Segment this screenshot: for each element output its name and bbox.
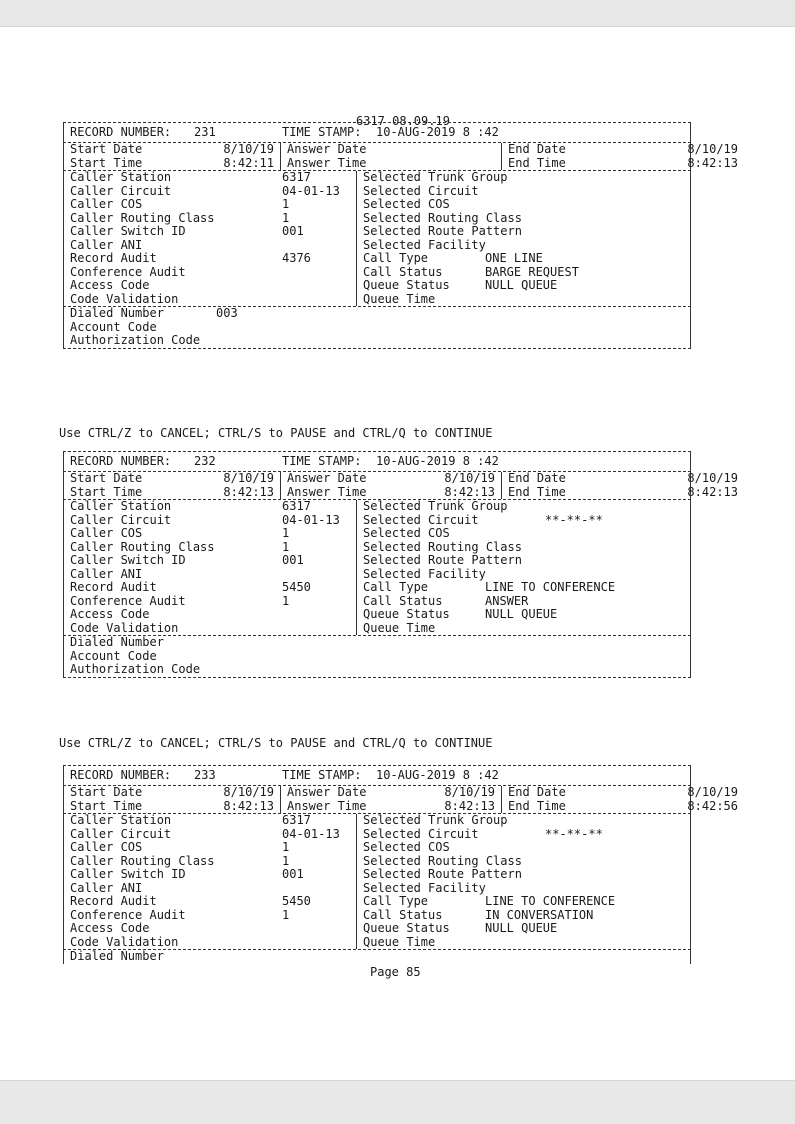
answer-date-label: Answer Date [287, 142, 367, 156]
dialed-section [63, 949, 691, 964]
detail-row [64, 882, 690, 896]
detail-row [64, 868, 690, 882]
conference-audit-value [276, 266, 357, 280]
scan-top-band [0, 0, 795, 27]
account-code-row [64, 650, 690, 664]
caller-details-section [63, 499, 691, 635]
dialed-section [63, 306, 691, 349]
date-row [64, 785, 738, 800]
answer-time-label: Answer Time [287, 155, 367, 170]
call-type-label: Call Type [363, 251, 429, 265]
start-time-label: Start Time [70, 484, 143, 499]
start-date-label: Start Date [70, 471, 143, 485]
time-stamp-value: 10-AUG-2019 8 :42 [376, 768, 499, 782]
selected-circuit-value: **-**-** [545, 826, 603, 841]
dialed-number-row [64, 307, 690, 321]
access-code-label: Access Code [70, 607, 150, 621]
caller-switch-id-value: 001 [276, 554, 357, 568]
selected-cos-label: Selected COS [363, 526, 450, 540]
caller-cos-label: Caller COS [70, 840, 143, 854]
detail-row [64, 909, 690, 923]
caller-routing-class-value: 1 [276, 855, 357, 869]
caller-switch-id-label: Caller Switch ID [70, 553, 186, 567]
detail-row [64, 514, 690, 528]
caller-station-label: Caller Station [70, 499, 172, 513]
selected-circuit-label: Selected Circuit [363, 512, 479, 527]
selected-circuit-value: **-**-** [545, 512, 603, 527]
call-status-label: Call Status [363, 593, 443, 608]
record-audit-label: Record Audit [70, 580, 157, 594]
dialed-number-label: Dialed Number [70, 306, 164, 320]
time-row [64, 155, 738, 171]
authorization-code-value [210, 334, 296, 348]
selected-cos-label: Selected COS [363, 840, 450, 854]
authorization-code-label: Authorization Code [70, 333, 201, 347]
selected-route-pattern-label: Selected Route Pattern [363, 224, 522, 238]
detail-row [64, 171, 690, 185]
end-date-value: 8/10/19 [687, 471, 738, 485]
call-type-value: LINE TO CONFERENCE [485, 894, 616, 908]
record-header-row [64, 123, 690, 142]
caller-cos-label: Caller COS [70, 526, 143, 540]
selected-trunk-group-label: Selected Trunk Group [363, 499, 508, 513]
account-code-row [64, 321, 690, 335]
queue-status-label: Queue Status [363, 921, 450, 935]
detail-row [64, 841, 690, 855]
caller-cos-label: Caller COS [70, 197, 143, 211]
caller-station-label: Caller Station [70, 813, 172, 827]
queue-time-value [479, 936, 711, 950]
time-stamp-value: 10-AUG-2019 8 :42 [376, 125, 499, 139]
caller-routing-class-label: Caller Routing Class [70, 853, 215, 868]
selected-circuit-label: Selected Circuit [363, 183, 479, 198]
queue-status-value: NULL QUEUE [485, 278, 558, 292]
queue-time-label: Queue Time [363, 291, 436, 306]
start-date-value: 8/10/19 [165, 786, 281, 800]
dates-section [63, 471, 738, 499]
access-code-value [276, 922, 357, 936]
caller-ani-label: Caller ANI [70, 237, 143, 252]
caller-details-section [63, 813, 691, 949]
time-stamp-label: TIME STAMP: [282, 768, 362, 782]
caller-cos-value: 1 [276, 198, 357, 212]
authorization-code-value [210, 663, 296, 677]
end-time-label: End Time [508, 155, 566, 170]
record-number-value: 232 [194, 454, 216, 468]
caller-circuit-value: 04-01-13 [276, 828, 357, 842]
start-date-label: Start Date [70, 142, 143, 156]
caller-details-section [63, 170, 691, 306]
caller-circuit-label: Caller Circuit [70, 826, 172, 841]
detail-row [64, 185, 690, 199]
detail-row [64, 622, 690, 636]
queue-time-label: Queue Time [363, 934, 436, 949]
detail-row [64, 581, 690, 595]
end-time-value: 8:42:13 [687, 155, 738, 170]
answer-time-label: Answer Time [287, 798, 367, 813]
detail-row [64, 198, 690, 212]
detail-row [64, 922, 690, 936]
selected-trunk-group-label: Selected Trunk Group [363, 170, 508, 184]
code-validation-label: Code Validation [70, 291, 179, 306]
start-time-label: Start Time [70, 155, 143, 170]
caller-ani-value [276, 239, 357, 253]
call-type-label: Call Type [363, 580, 429, 594]
detail-row [64, 212, 690, 226]
answer-time-value: 8:42:13 [385, 486, 502, 500]
end-time-value: 8:42:13 [687, 484, 738, 499]
code-validation-value [276, 936, 357, 950]
selected-circuit-value [479, 185, 711, 199]
caller-switch-id-value: 001 [276, 868, 357, 882]
access-code-label: Access Code [70, 921, 150, 935]
date-row [64, 142, 738, 157]
call-status-label: Call Status [363, 264, 443, 279]
end-date-label: End Date [508, 142, 566, 156]
caller-routing-class-label: Caller Routing Class [70, 539, 215, 554]
page-header: 6317 08.09.19 [356, 114, 450, 128]
call-status-value: BARGE REQUEST [485, 264, 579, 279]
date-row [64, 471, 738, 486]
detail-row [64, 293, 690, 307]
record-audit-value: 5450 [276, 581, 357, 595]
dialed-section [63, 635, 691, 678]
time-stamp-value: 10-AUG-2019 8 :42 [376, 454, 499, 468]
record-header-row [64, 452, 690, 471]
scan-bottom-band [0, 1080, 795, 1124]
record-number-value: 233 [194, 768, 216, 782]
end-time-value: 8:42:56 [687, 798, 738, 813]
call-type-value: ONE LINE [485, 251, 543, 265]
selected-routing-class-label: Selected Routing Class [363, 210, 522, 225]
detail-row [64, 855, 690, 869]
selected-routing-class-label: Selected Routing Class [363, 539, 522, 554]
start-time-value: 8:42:13 [165, 800, 281, 814]
time-stamp-label: TIME STAMP: [282, 125, 362, 139]
cancel-instructions: Use CTRL/Z to CANCEL; CTRL/S to PAUSE and CTRL/Q to CONTINUE [59, 736, 493, 750]
dialed-number-row [64, 636, 690, 650]
record-header [63, 765, 691, 785]
caller-cos-value: 1 [276, 841, 357, 855]
selected-route-pattern-label: Selected Route Pattern [363, 553, 522, 567]
queue-time-value [479, 293, 711, 307]
cancel-instructions: Use CTRL/Z to CANCEL; CTRL/S to PAUSE and CTRL/Q to CONTINUE [59, 426, 493, 440]
caller-ani-value [276, 882, 357, 896]
code-validation-value [276, 622, 357, 636]
caller-station-value: 6317 [276, 171, 357, 185]
selected-trunk-group-label: Selected Trunk Group [363, 813, 508, 827]
caller-switch-id-label: Caller Switch ID [70, 867, 186, 881]
account-code-label: Account Code [70, 648, 157, 663]
authorization-code-row [64, 663, 690, 677]
detail-row [64, 895, 690, 909]
detail-row [64, 279, 690, 293]
end-date-value: 8/10/19 [687, 785, 738, 799]
code-validation-value [276, 293, 357, 307]
record-header [63, 122, 691, 142]
end-time-label: End Time [508, 484, 566, 499]
start-time-value: 8:42:11 [165, 157, 281, 171]
detail-row [64, 527, 690, 541]
time-stamp-label: TIME STAMP: [282, 454, 362, 468]
selected-routing-class-label: Selected Routing Class [363, 853, 522, 868]
answer-date-label: Answer Date [287, 785, 367, 799]
conference-audit-label: Conference Audit [70, 907, 186, 922]
answer-date-value [385, 143, 502, 157]
record-number-label: RECORD NUMBER: [70, 768, 172, 782]
conference-audit-label: Conference Audit [70, 264, 186, 279]
caller-switch-id-label: Caller Switch ID [70, 224, 186, 238]
answer-time-value: 8:42:13 [385, 800, 502, 814]
detail-row [64, 541, 690, 555]
caller-ani-label: Caller ANI [70, 880, 143, 895]
start-date-value: 8/10/19 [165, 472, 281, 486]
detail-row [64, 225, 690, 239]
caller-station-label: Caller Station [70, 170, 172, 184]
record-number-label: RECORD NUMBER: [70, 454, 172, 468]
end-date-value: 8/10/19 [687, 142, 738, 156]
caller-circuit-value: 04-01-13 [276, 514, 357, 528]
detail-row [64, 936, 690, 950]
detail-row [64, 814, 690, 828]
access-code-value [276, 608, 357, 622]
caller-ani-value [276, 568, 357, 582]
queue-time-label: Queue Time [363, 620, 436, 635]
authorization-code-row [64, 334, 690, 348]
dialed-number-label: Dialed Number [70, 635, 164, 649]
call-type-value: LINE TO CONFERENCE [485, 580, 616, 594]
caller-cos-value: 1 [276, 527, 357, 541]
end-date-label: End Date [508, 785, 566, 799]
conference-audit-value: 1 [276, 595, 357, 609]
selected-facility-label: Selected Facility [363, 566, 486, 581]
record-audit-label: Record Audit [70, 894, 157, 908]
caller-station-value: 6317 [276, 500, 357, 514]
answer-time-label: Answer Time [287, 484, 367, 499]
account-code-value [210, 321, 296, 335]
detail-row [64, 568, 690, 582]
call-status-value: ANSWER [485, 593, 529, 608]
caller-circuit-value: 04-01-13 [276, 185, 357, 199]
call-type-label: Call Type [363, 894, 429, 908]
record-audit-value: 5450 [276, 895, 357, 909]
queue-status-value: NULL QUEUE [485, 607, 558, 621]
call-status-value: IN CONVERSATION [485, 907, 594, 922]
detail-row [64, 252, 690, 266]
start-time-value: 8:42:13 [165, 486, 281, 500]
detail-row [64, 595, 690, 609]
selected-circuit-label: Selected Circuit [363, 826, 479, 841]
start-date-value: 8/10/19 [165, 143, 281, 157]
access-code-value [276, 279, 357, 293]
selected-facility-label: Selected Facility [363, 237, 486, 252]
detail-row [64, 239, 690, 253]
code-validation-label: Code Validation [70, 934, 179, 949]
account-code-label: Account Code [70, 319, 157, 334]
record-number-label: RECORD NUMBER: [70, 125, 172, 139]
start-time-label: Start Time [70, 798, 143, 813]
record-audit-value: 4376 [276, 252, 357, 266]
queue-status-label: Queue Status [363, 607, 450, 621]
record-audit-label: Record Audit [70, 251, 157, 265]
start-date-label: Start Date [70, 785, 143, 799]
caller-routing-class-label: Caller Routing Class [70, 210, 215, 225]
selected-facility-label: Selected Facility [363, 880, 486, 895]
detail-row [64, 554, 690, 568]
queue-time-value [479, 622, 711, 636]
queue-status-value: NULL QUEUE [485, 921, 558, 935]
queue-status-label: Queue Status [363, 278, 450, 292]
caller-station-value: 6317 [276, 814, 357, 828]
end-date-label: End Date [508, 471, 566, 485]
conference-audit-value: 1 [276, 909, 357, 923]
time-row [64, 798, 738, 814]
detail-row [64, 828, 690, 842]
answer-time-value [385, 157, 502, 171]
dates-section [63, 142, 738, 170]
detail-row [64, 608, 690, 622]
detail-row [64, 500, 690, 514]
access-code-label: Access Code [70, 278, 150, 292]
record-number-value: 231 [194, 125, 216, 139]
caller-circuit-label: Caller Circuit [70, 512, 172, 527]
dates-section [63, 785, 738, 813]
conference-audit-label: Conference Audit [70, 593, 186, 608]
answer-date-value: 8/10/19 [385, 472, 502, 486]
dialed-number-value [210, 636, 296, 650]
call-status-label: Call Status [363, 907, 443, 922]
authorization-code-label: Authorization Code [70, 662, 201, 676]
record-header [63, 451, 691, 471]
selected-cos-label: Selected COS [363, 197, 450, 211]
end-time-label: End Time [508, 798, 566, 813]
record-header-row [64, 766, 690, 785]
caller-routing-class-value: 1 [276, 212, 357, 226]
detail-row [64, 266, 690, 280]
dialed-number-label: Dialed Number [70, 949, 164, 963]
answer-date-label: Answer Date [287, 471, 367, 485]
caller-switch-id-value: 001 [276, 225, 357, 239]
time-row [64, 484, 738, 500]
caller-ani-label: Caller ANI [70, 566, 143, 581]
dialed-number-row [64, 950, 690, 964]
page-number: Page 85 [370, 965, 421, 979]
call-record [63, 122, 738, 349]
caller-routing-class-value: 1 [276, 541, 357, 555]
account-code-value [210, 650, 296, 664]
answer-date-value: 8/10/19 [385, 786, 502, 800]
call-record [63, 765, 738, 964]
selected-route-pattern-label: Selected Route Pattern [363, 867, 522, 881]
call-record [63, 451, 738, 678]
caller-circuit-label: Caller Circuit [70, 183, 172, 198]
code-validation-label: Code Validation [70, 620, 179, 635]
dialed-number-value: 003 [216, 306, 238, 320]
